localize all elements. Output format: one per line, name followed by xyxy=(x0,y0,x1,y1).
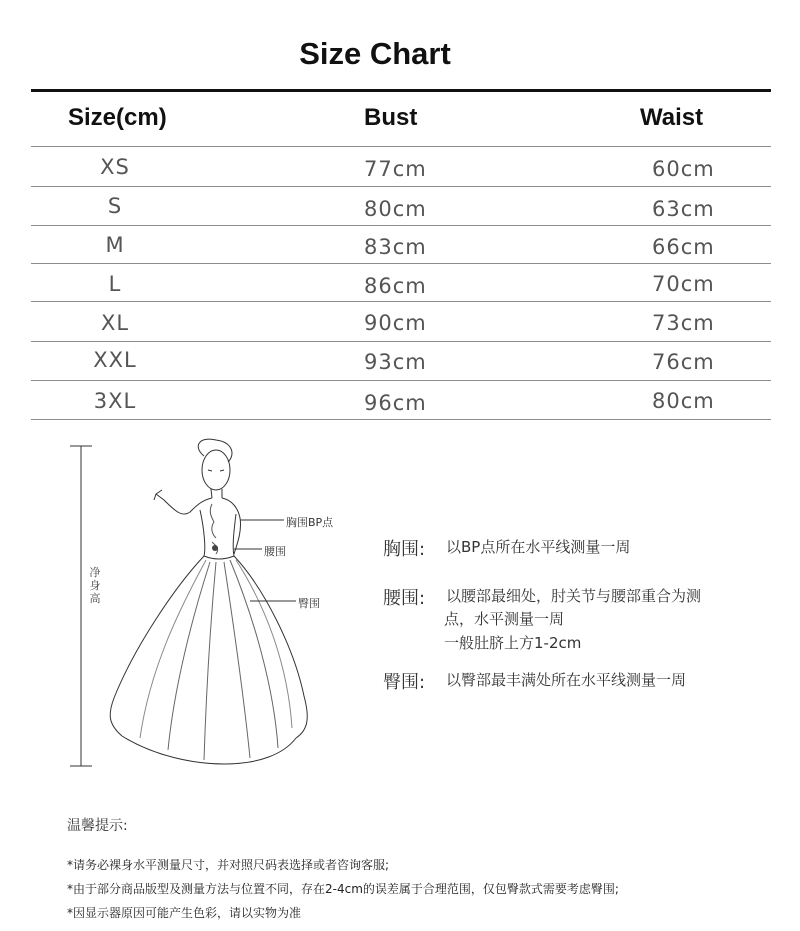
waist-cell: 66cm xyxy=(652,235,715,259)
size-cell: XS xyxy=(100,155,130,179)
header-waist: Waist xyxy=(640,104,704,131)
bust-cell: 93cm xyxy=(364,350,427,374)
bust-cell: 90cm xyxy=(364,311,427,335)
waist-cell: 70cm xyxy=(652,272,715,296)
hip-measure-text: 以臀部最丰满处所在水平线测量一周 xyxy=(446,671,687,689)
height-label: 净身高 xyxy=(89,566,101,605)
waist-cell: 80cm xyxy=(652,389,715,413)
bust-cell: 83cm xyxy=(364,235,427,259)
waist-cell: 73cm xyxy=(652,311,715,335)
hip-measure-label: 臀围: xyxy=(383,672,426,693)
hip-label: 臀围 xyxy=(298,597,320,610)
row-divider xyxy=(31,301,771,302)
bust-point-label: 胸围BP点 xyxy=(286,516,334,529)
size-cell: S xyxy=(107,194,123,218)
note-item: *因显示器原因可能产生色彩，请以实物为准 xyxy=(67,906,302,920)
bust-measure-text: 以BP点所在水平线测量一周 xyxy=(446,538,631,556)
header-size: Size(cm) xyxy=(68,104,167,131)
bust-cell: 80cm xyxy=(364,197,427,221)
row-divider xyxy=(31,146,771,147)
row-divider xyxy=(31,263,771,264)
size-cell: M xyxy=(105,233,125,257)
bust-cell: 77cm xyxy=(364,157,427,181)
waist-measure-label: 腰围: xyxy=(383,588,426,609)
size-cell: L xyxy=(108,272,122,296)
waist-label: 腰围 xyxy=(264,545,286,558)
waist-measure-text: 以腰部最细处，肘关节与腰部重合为测 xyxy=(446,587,702,605)
size-cell: 3XL xyxy=(93,389,137,413)
waist-cell: 76cm xyxy=(652,350,715,374)
waist-measure-text: 一般肚脐上方1-2cm xyxy=(444,634,582,652)
size-cell: XXL xyxy=(93,348,137,372)
bust-cell: 96cm xyxy=(364,391,427,415)
title-divider xyxy=(31,89,771,92)
waist-cell: 60cm xyxy=(652,157,715,181)
note-item: *请务必裸身水平测量尺寸，并对照尺码表选择或者咨询客服; xyxy=(67,858,390,872)
header-bust: Bust xyxy=(364,104,418,131)
row-divider xyxy=(31,186,771,187)
bust-measure-label: 胸围: xyxy=(383,539,426,560)
size-cell: XL xyxy=(100,311,130,335)
waist-measure-text: 点，水平测量一周 xyxy=(444,610,565,628)
row-divider xyxy=(31,419,771,420)
page-title: Size Chart xyxy=(299,36,451,71)
note-item: *由于部分商品版型及测量方法与位置不同，存在2-4cm的误差属于合理范围，仅包臀款式需要考虑臀围; xyxy=(67,882,619,896)
waist-cell: 63cm xyxy=(652,197,715,221)
row-divider xyxy=(31,380,771,381)
row-divider xyxy=(31,225,771,226)
bust-cell: 86cm xyxy=(364,274,427,298)
row-divider xyxy=(31,341,771,342)
notes-title: 温馨提示: xyxy=(67,818,128,834)
